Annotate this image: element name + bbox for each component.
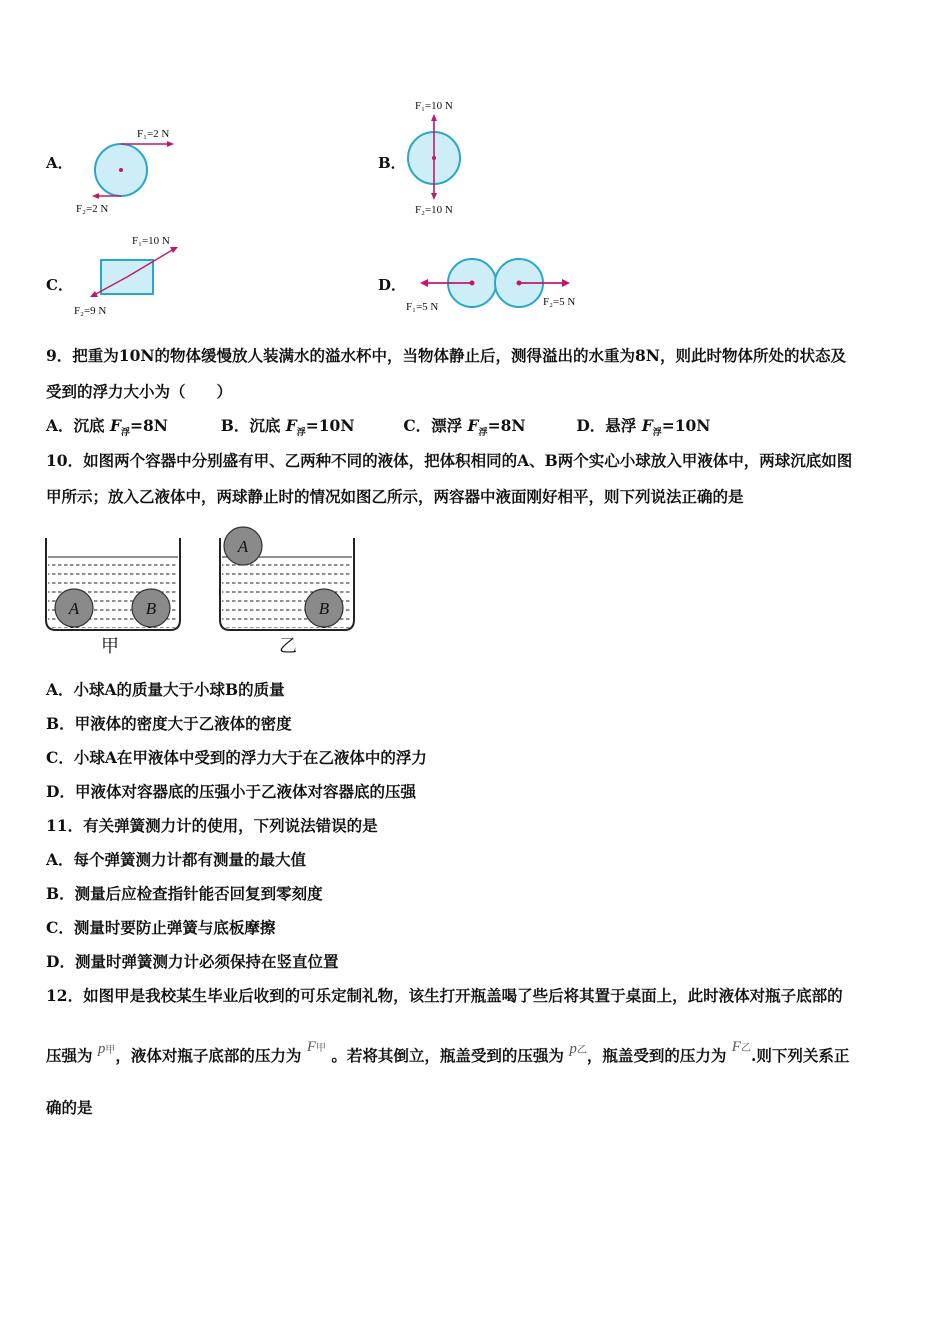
- p-yi-symbol: p乙: [569, 1041, 587, 1057]
- ball-a-label-yi: A: [237, 537, 249, 556]
- f-jia-symbol: F甲: [306, 1039, 327, 1055]
- q8-a-f1-label: F₁=2 N: [137, 128, 170, 140]
- q10-option-c: C．小球A在甲液体中受到的浮力大于在乙液体中的浮力: [46, 748, 427, 767]
- q11-option-a: A．每个弹簧测力计都有测量的最大值: [46, 850, 307, 869]
- q10-option-d: D．甲液体对容器底的压强小于乙液体对容器底的压强: [46, 782, 416, 801]
- q8-option-d-figure: [400, 254, 600, 316]
- arrowhead: [92, 193, 99, 199]
- q11-stem: 11．有关弹簧测力计的使用，下列说法错误的是: [46, 816, 378, 835]
- ball-b-label-jia: B: [145, 599, 157, 618]
- q8-option-a-letter: A．: [46, 154, 73, 172]
- q10-stem-line2: 甲所示；放入乙液体中，两球静止时的情况如图乙所示，两容器中液面刚好相平，则下列说法正确的是: [46, 487, 744, 506]
- q10-figure: [40, 524, 360, 660]
- q9-stem-line2: 受到的浮力大小为（ ）: [46, 382, 233, 401]
- q8-b-f2-label: F₂=10 N: [415, 204, 453, 216]
- ball-b-label-yi: B: [318, 599, 330, 618]
- q8-option-c-figure: [70, 232, 190, 320]
- arrowhead: [431, 193, 437, 200]
- q8-c-f1-label: F₁=10 N: [132, 235, 170, 247]
- q8-d-f2-label: F₂=5 N: [543, 296, 576, 308]
- q10-option-b: B．甲液体的密度大于乙液体的密度: [46, 714, 292, 733]
- q12-stem-line3: 确的是: [46, 1098, 93, 1117]
- q8-option-b-letter: B．: [378, 154, 406, 172]
- f-yi-symbol: F乙: [731, 1039, 751, 1055]
- q9-options: [46, 416, 710, 443]
- center-dot: [119, 168, 123, 172]
- arrowhead: [562, 279, 570, 287]
- arrowhead: [420, 279, 428, 287]
- q8-option-a-figure: [70, 122, 190, 222]
- q11-option-b: B．测量后应检查指针能否回复到零刻度: [46, 884, 323, 903]
- q9-option-d: D．悬浮 $F_浮=10N$: [576, 416, 711, 439]
- q9-option-b: B．沉底 $F_浮=10N$: [220, 416, 355, 439]
- arrowhead: [167, 141, 174, 147]
- q9-option-a: A．沉底 $F_浮=8N$: [46, 416, 168, 439]
- q8-option-d-letter: D．: [378, 276, 407, 294]
- q10-option-a: A．小球A的质量大于小球B的质量: [46, 680, 285, 699]
- label-jia: 甲: [101, 636, 119, 657]
- center-dot: [517, 281, 522, 286]
- q8-b-f1-label: F₁=10 N: [415, 100, 453, 112]
- p-jia-symbol: p甲: [97, 1041, 116, 1057]
- q8-c-f2-label: F₂=9 N: [74, 305, 107, 317]
- q9-option-c: C．漂浮 $F_浮=8N$: [403, 416, 526, 439]
- center-dot: [432, 156, 436, 160]
- center-dot: [470, 281, 475, 286]
- arrowhead: [431, 114, 437, 121]
- q10-stem-line1: 10．如图两个容器中分别盛有甲、乙两种不同的液体，把体积相同的A、B两个实心小球放入甲液体中，两球沉底如图: [46, 451, 853, 470]
- q8-a-f2-label: F₂=2 N: [76, 203, 109, 215]
- q12-stem-line2: 压强为 p甲，液体对瓶子底部的压力为 F甲 。若将其倒立，瓶盖受到的压强为 p乙，瓶盖受到的压力为 F乙.则下列关系正: [46, 1039, 850, 1065]
- q11-option-d: D．测量时弹簧测力计必须保持在竖直位置: [46, 952, 339, 971]
- ball-a-label-jia: A: [68, 599, 80, 618]
- q8-option-b-figure: [400, 96, 490, 224]
- q11-option-c: C．测量时要防止弹簧与底板摩擦: [46, 918, 276, 937]
- q9-stem-line1: 9．把重为10N的物体缓慢放人装满水的溢水杯中，当物体静止后，测得溢出的水重为8N，则此时物体所处的状态及: [46, 346, 846, 365]
- label-yi: 乙: [279, 636, 297, 657]
- q8-option-c-letter: C．: [46, 276, 73, 294]
- q12-stem-line1: 12．如图甲是我校某生毕业后收到的可乐定制礼物，该生打开瓶盖喝了些后将其置于桌面上，此时液体对瓶子底部的: [46, 986, 843, 1005]
- q8-d-f1-label: F₁=5 N: [406, 301, 439, 313]
